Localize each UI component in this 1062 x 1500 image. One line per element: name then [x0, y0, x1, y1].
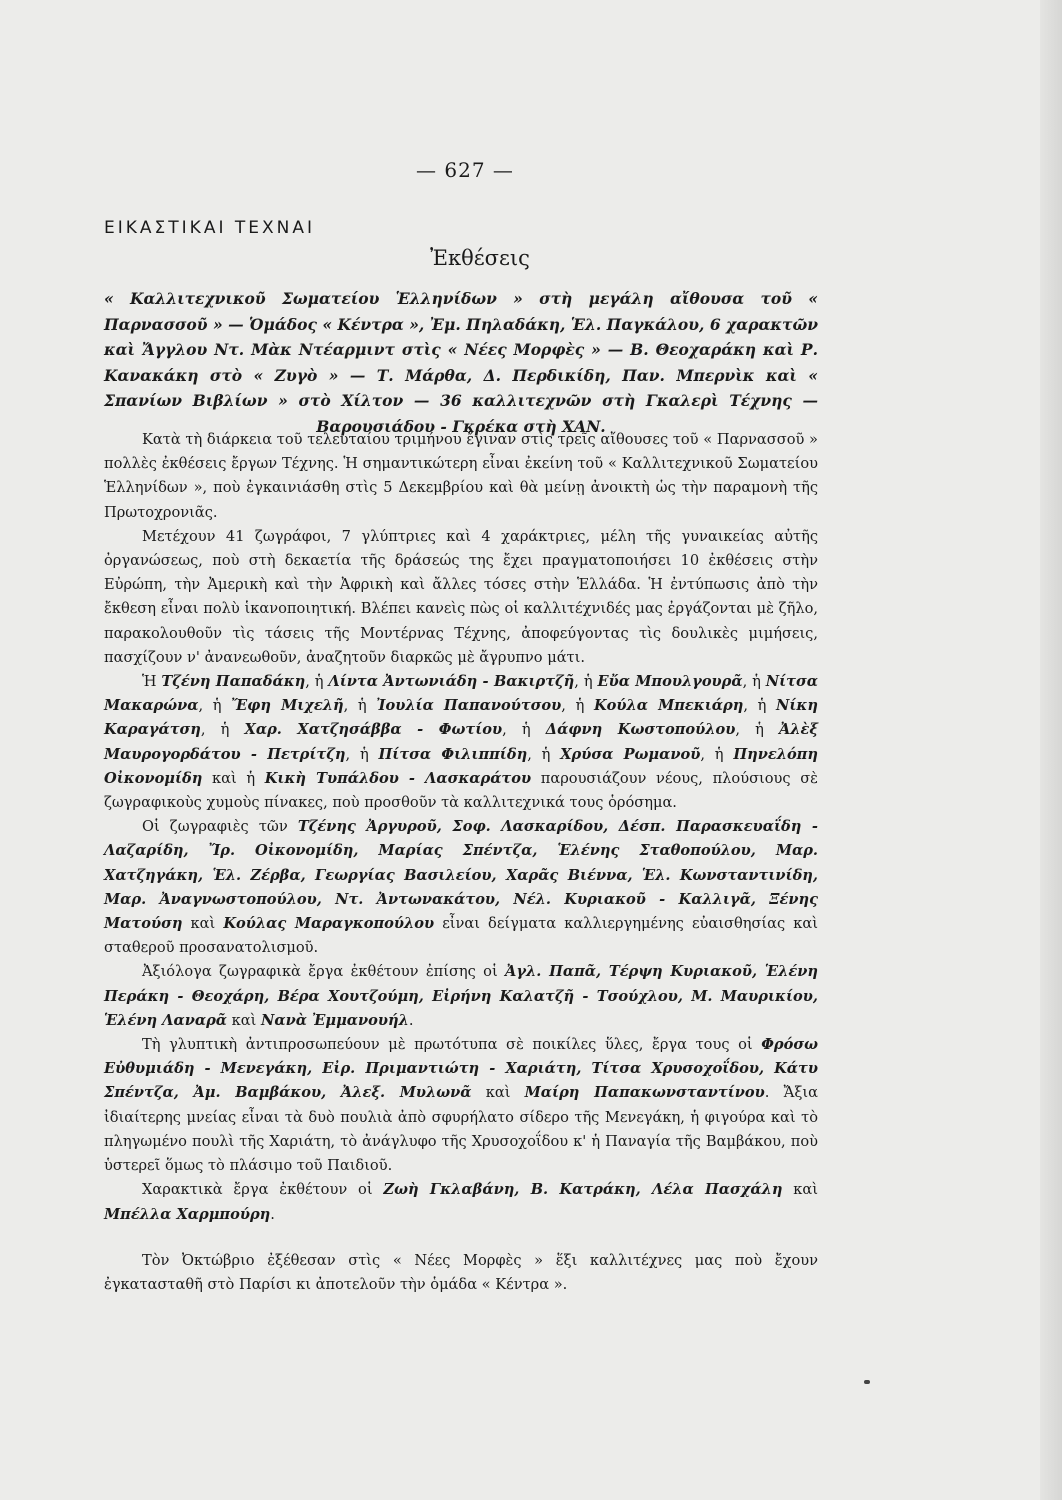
name-run: Μαίρη Παπακωνσταντίνου — [524, 1084, 765, 1102]
name-run: Νανὰ Ἐμμανουήλ — [261, 1011, 409, 1029]
paragraph-7 — [104, 1178, 818, 1226]
text-run: παρουσιάζουν νέους, πλούσιους σὲ ζωγραφικοὺς χυμοὺς πίνακες, ποὺ προσθοῦν τὰ καλλιτεχνικά τους ὁρόσημα. — [104, 769, 819, 812]
name-run: Εὔα Μπουλγουρᾶ — [597, 673, 743, 691]
print-speck — [864, 1380, 870, 1384]
article-body — [104, 428, 818, 1297]
text-run: , ἡ — [700, 745, 734, 763]
name-run: Κικὴ Τυπάλδου - Λασκαράτου — [264, 769, 532, 787]
text-run: , ἡ — [502, 721, 546, 739]
text-run: καὶ — [227, 1011, 262, 1029]
name-run: Κούλα Μπεκιάρη — [593, 697, 744, 715]
page-edge-shadow — [1040, 0, 1062, 1500]
name-run: Τζένης Ἀργυροῦ, Σοφ. Λασκαρίδου, Δέσπ. Παρασκευαΐδη - Λαζαρίδη, Ἴρ. Οἰκονομίδη, Μαρίας Σπέντζα, Ἑλένης Σταθοπούλου, Μαρ. Χατζηγάκη, Ἑλ. Ζέρβα, Γεωργίας Βασιλείου, Χαρᾶς Βιέννα, Ἑλ. Κωνσταντινίδη, Μαρ. Ἀναγνωστοπούλου, Ντ. Ἀντωνακάτου, Νέλ. Κυριακοῦ - Καλλιγᾶ, Ξένης Ματούση — [104, 818, 818, 933]
name-run: Ἰουλία Παπανούτσου — [376, 697, 562, 715]
paragraph-3 — [104, 670, 818, 815]
text-run: , ἡ — [343, 697, 377, 715]
name-run: Φρόσω Εὐθυμιάδη - Μενεγάκη, Εἰρ. Πριμαντιώτη - Χαριάτη, Τίτσα Χρυσοχοΐδου, Κάτυ Σπέντζα, Ἀμ. Βαμβάκου, Ἀλεξ. Μυλωνᾶ — [104, 1036, 818, 1102]
name-run: Ἀλὲξ Μαυρογορδάτου - Πετρίτζη — [104, 721, 819, 763]
text-run: , ἡ — [574, 673, 598, 691]
name-run: Μπέλλα Χαρμπούρη — [104, 1205, 271, 1223]
article-heading: Ἐκθέσεις — [430, 246, 530, 270]
text-run: καὶ ἡ — [202, 769, 265, 787]
text-run: Τὴ γλυπτικὴ ἀντιπροσωπεύουν μὲ πρωτότυπα σὲ ποικίλες ὕλες, ἔργα τους οἱ — [142, 1036, 762, 1054]
name-run: Ἔφη Μιχελῆ — [231, 697, 344, 715]
name-run: Πίτσα Φιλιππίδη — [378, 745, 528, 763]
name-run: Νίκη Καραγάτση — [104, 697, 818, 739]
name-run: Κούλας Μαραγκοπούλου — [223, 915, 435, 933]
paragraph-6 — [104, 1033, 818, 1178]
text-run: , ἡ — [527, 745, 561, 763]
name-run: Χαρ. Χατζησάββα - Φωτίου — [244, 721, 503, 739]
text-run: καὶ — [182, 915, 224, 933]
summary-paragraph: « Καλλιτεχνικοῦ Σωματείου Ἑλληνίδων » στὴ μεγάλη αἴθουσα τοῦ « Παρνασσοῦ » — Ὁμάδος « Κέντρα », Ἐμ. Πηλαδάκη, Ἑλ. Παγκάλου, 6 χαρακτῶν καὶ Ἄγγλου Ντ. Μὰκ Ντέαρμιντ στὶς « Νέες Μορφὲς » — Β. Θεοχαράκη καὶ Ρ. Κανακάκη στὸ « Ζυγὸ » — Τ. Μάρθα, Δ. Περδικίδη, Παν. Μπερνὶκ καὶ « Σπανίων Βιβλίων » στὸ Χίλτον — 36 καλλιτεχνῶν στὴ Γκαλερὶ Τέχνης — Βαρουσιάδου - Γκρέκα στὴ ΧΑΝ. — [104, 289, 818, 436]
text-run: . — [408, 1011, 414, 1029]
text-run: , ἡ — [743, 697, 777, 715]
paragraph-2: Μετέχουν 41 ζωγράφοι, 7 γλύπτριες καὶ 4 χαράκτριες, μέλη τῆς γυναικείας αὐτῆς ὀργανώσεως, ποὺ στὴ δεκαετία τῆς δράσεώς της ἔχει πραγματοποιήσει 10 ἐκθέσεις στὴν Εὐρώπη, τὴν Ἀμερικὴ καὶ τὴν Ἀφρικὴ καὶ ἄλλες τόσες στὴν Ἑλλάδα. Ἡ ἐντύπωσις ἀπὸ τὴν ἔκθεση εἶναι πολὺ ἱκανοποιητική. Βλέπει κανεὶς πὼς οἱ καλλιτέχνιδές μας ἐργάζονται μὲ ζῆλο, παρακολουθοῦν τὶς τάσεις τῆς Μοντέρνας Τέχνης, ἀποφεύγοντας τὶς δουλικὲς μιμήσεις, πασχίζουν ν' ἀνανεωθοῦν, ἀναζητοῦν διαρκῶς μὲ ἄγρυπνο μάτι. — [104, 527, 818, 666]
text-run: . — [270, 1205, 275, 1223]
name-run: Χρύσα Ρωμανοῦ — [560, 745, 701, 763]
paragraph-5 — [104, 960, 818, 1033]
text-run: καὶ — [782, 1181, 818, 1199]
name-run: Νίτσα Μακαρώνα — [104, 673, 818, 715]
text-run: , ἡ — [735, 721, 779, 739]
name-run: Δάφνη Κωστοπούλου — [545, 721, 736, 739]
name-run: Ἀγλ. Παπᾶ, Τέρψη Κυριακοῦ, Ἑλένη Περάκη - Θεοχάρη, Βέρα Χουτζούμη, Εἰρήνη Καλατζῆ - Τσούχλου, Μ. Μαυρικίου, Ἑλένη Λαναρᾶ — [104, 963, 818, 1029]
text-run: , ἡ — [305, 673, 329, 691]
paragraph-1: Κατὰ τὴ διάρκεια τοῦ τελευταίου τριμήνου ἔγιναν στὶς τρεῖς αἴθουσες τοῦ « Παρνασσοῦ » πολλὲς ἐκθέσεις ἔργων Τέχνης. Ἡ σημαντικώτερη εἶναι ἐκείνη τοῦ « Καλλιτεχνικοῦ Σωματείου Ἑλληνίδων », ποὺ ἐγκαινιάσθη στὶς 5 Δεκεμβρίου καὶ θὰ μείνῃ ἀνοικτὴ ὡς τὴν παραμονὴ τῆς Πρωτοχρονιᾶς. — [104, 431, 818, 521]
text-run: , ἡ — [198, 697, 232, 715]
text-run: , ἡ — [345, 745, 379, 763]
text-run: . Ἄξια ἰδιαίτερης μνείας εἶναι τὰ δυὸ πουλιὰ ἀπὸ σφυρήλατο σίδερο τῆς Μενεγάκη, ἡ φιγούρα καὶ τὸ πληγωμένο πουλὶ τῆς Χαριάτη, τὸ ἀνάγλυφο τῆς Χρυσοχοΐδου κ' ἡ Παναγία τῆς Βαμβάκου, ποὺ ὑστερεῖ ὅμως τὸ πλάσιμο τοῦ Παιδιοῦ. — [104, 1084, 818, 1175]
paragraph-4 — [104, 815, 818, 960]
name-run: Λίντα Ἀντωνιάδη - Βακιρτζῆ — [328, 673, 575, 691]
text-run: Χαρακτικὰ ἔργα ἐκθέτουν οἱ — [142, 1181, 384, 1199]
text-run: , ἡ — [742, 673, 766, 691]
text-run: εἶναι δείγματα καλλιεργημένης εὐαισθησίας καὶ σταθεροῦ προσανατολισμοῦ. — [104, 915, 818, 957]
page-number: — 627 — — [416, 158, 514, 182]
text-run: καὶ — [471, 1084, 525, 1102]
name-run: Πηνελόπη Οἰκονομίδη — [104, 745, 818, 787]
text-run: , ἡ — [200, 721, 245, 739]
text-run: Οἱ ζωγραφιὲς τῶν — [142, 818, 298, 836]
name-run: Τζένη Παπαδάκη — [161, 673, 306, 691]
text-run: , ἡ — [561, 697, 594, 715]
text-run: Ἡ — [142, 673, 162, 691]
text-run: Ἀξιόλογα ζωγραφικὰ ἔργα ἐκθέτουν ἐπίσης οἱ — [142, 963, 506, 981]
name-run: Ζωὴ Γκλαβάνη, Β. Κατράκη, Λέλα Πασχάλη — [383, 1181, 783, 1199]
section-title: ΕΙΚΑΣΤΙΚΑΙ ΤΕΧΝΑΙ — [104, 218, 315, 238]
paragraph-8: Τὸν Ὀκτώβριο ἐξέθεσαν στὶς « Νέες Μορφὲς » ἕξι καλλιτέχνες μας ποὺ ἔχουν ἐγκατασταθῆ στὸ Παρίσι κι ἀποτελοῦν τὴν ὁμάδα « Κέντρα ». — [104, 1251, 818, 1293]
